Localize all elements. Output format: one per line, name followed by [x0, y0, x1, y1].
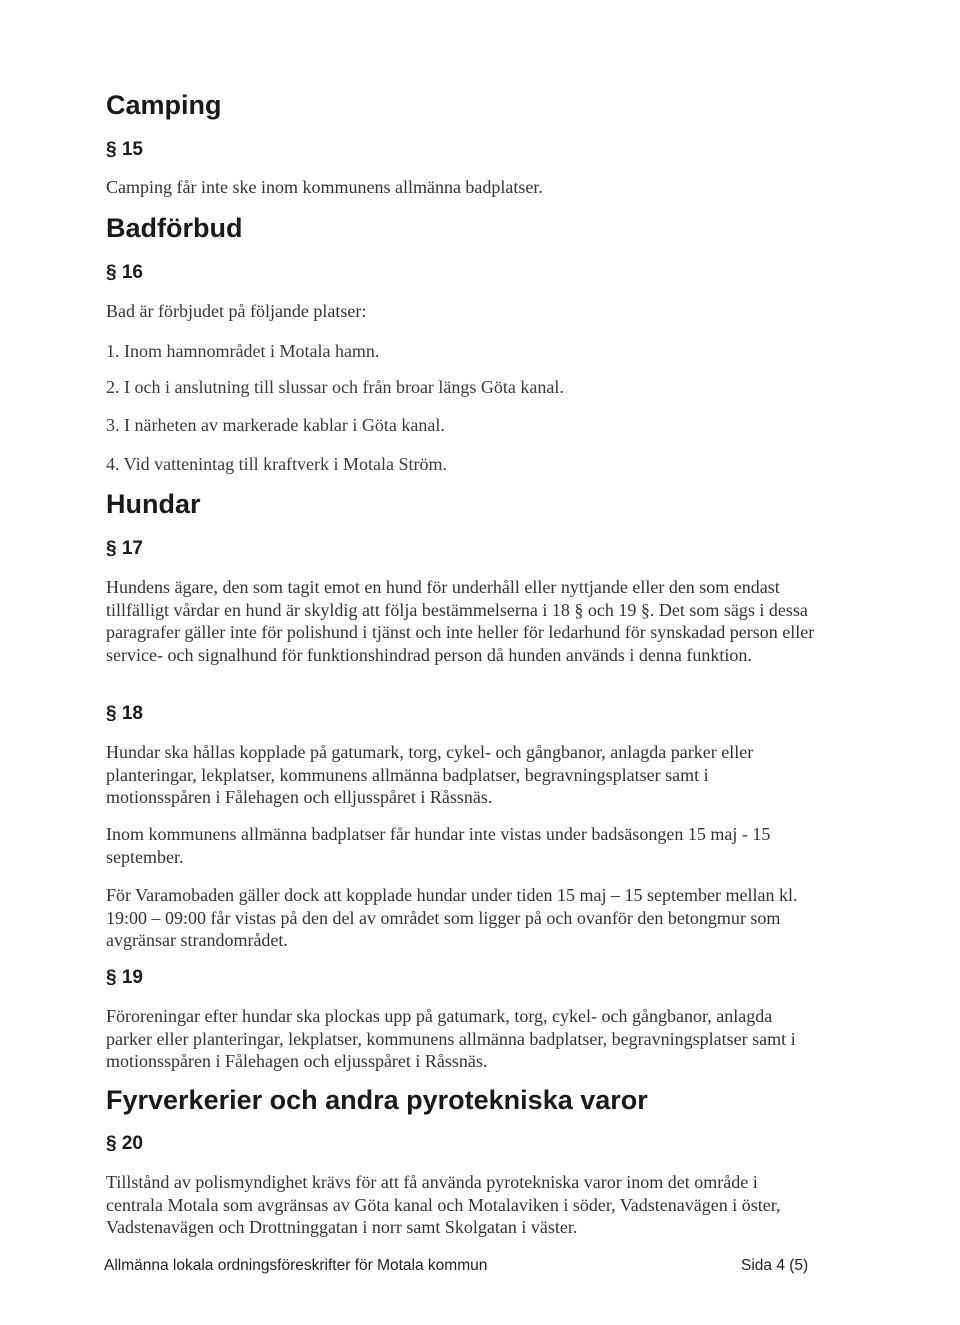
list-item: 1. Inom hamnområdet i Motala hamn. [106, 341, 380, 361]
footer-document-title: Allmänna lokala ordningsföreskrifter för Motala kommun [104, 1257, 488, 1274]
section-heading-badforbud: Badförbud [106, 213, 243, 243]
paragraph-17-text: Hundens ägare, den som tagit emot en hund för underhåll eller nyttjande eller den som endast tillfälligt vårdar en hund är skyldig att följa bestämmelserna i 18 § och 19 §. Det som sägs i dessa paragrafer gäller inte för polishund i tjänst och inte heller för ledarhund för synskadad person eller service- och signalhund för funktionshindrad person då hunden används i denna funktion. [106, 577, 815, 665]
paragraph-number-16: § 16 [106, 262, 143, 283]
section-heading-hundar: Hundar [106, 489, 201, 519]
paragraph-number-19: § 19 [106, 967, 143, 988]
paragraph-18-text-2: Inom kommunens allmänna badplatser får hundar inte vistas under badsäsongen 15 maj - 15 september. [106, 824, 771, 867]
paragraph-18-text-1: Hundar ska hållas kopplade på gatumark, torg, cykel- och gångbanor, anlagda parker eller planteringar, lekplatser, kommunens allmänna badplatser, begravningsplatser samt i motionsspåren i Fålehagen och elljusspåret i Råssnäs. [106, 742, 754, 807]
paragraph-number-15: § 15 [106, 139, 143, 160]
paragraph-19-text: Föroreningar efter hundar ska plockas upp på gatumark, torg, cykel- och gångbanor, anlagda parker eller planteringar, lekplatser, kommunens allmänna badplatser, begravningsplatser samt i motionsspåren i Fålehagen och eljusspåret i Råssnäs. [106, 1006, 796, 1071]
footer-page-number: Sida 4 (5) [741, 1257, 809, 1274]
list-item: 3. I närheten av markerade kablar i Göta kanal. [106, 415, 445, 435]
list-item: 2. I och i anslutning till slussar och från broar längs Göta kanal. [106, 377, 564, 397]
section-heading-camping: Camping [106, 90, 222, 120]
section-heading-fyrverkerier: Fyrverkerier och andra pyrotekniska varor [106, 1085, 648, 1115]
paragraph-number-17: § 17 [106, 538, 143, 559]
paragraph-15-text: Camping får inte ske inom kommunens allmänna badplatser. [106, 177, 543, 197]
paragraph-16-intro: Bad är förbjudet på följande platser: [106, 301, 367, 321]
paragraph-18-text-3: För Varamobaden gäller dock att kopplade hundar under tiden 15 maj – 15 september mellan kl. 19:00 – 09:00 får vistas på den del av området som ligger på och ovanför den betongmur som avgränsar strandområdet. [106, 885, 798, 950]
list-item: 4. Vid vattenintag till kraftverk i Motala Ström. [106, 454, 448, 474]
paragraph-20-text: Tillstånd av polismyndighet krävs för att få använda pyrotekniska varor inom det område i centrala Motala som avgränsas av Göta kanal och Motalaviken i söder, Vadstenavägen i öster, Vadstenavägen och Drottninggatan i norr samt Skolgatan i väster. [106, 1172, 781, 1237]
paragraph-number-18: § 18 [106, 703, 143, 724]
paragraph-number-20: § 20 [106, 1133, 143, 1154]
